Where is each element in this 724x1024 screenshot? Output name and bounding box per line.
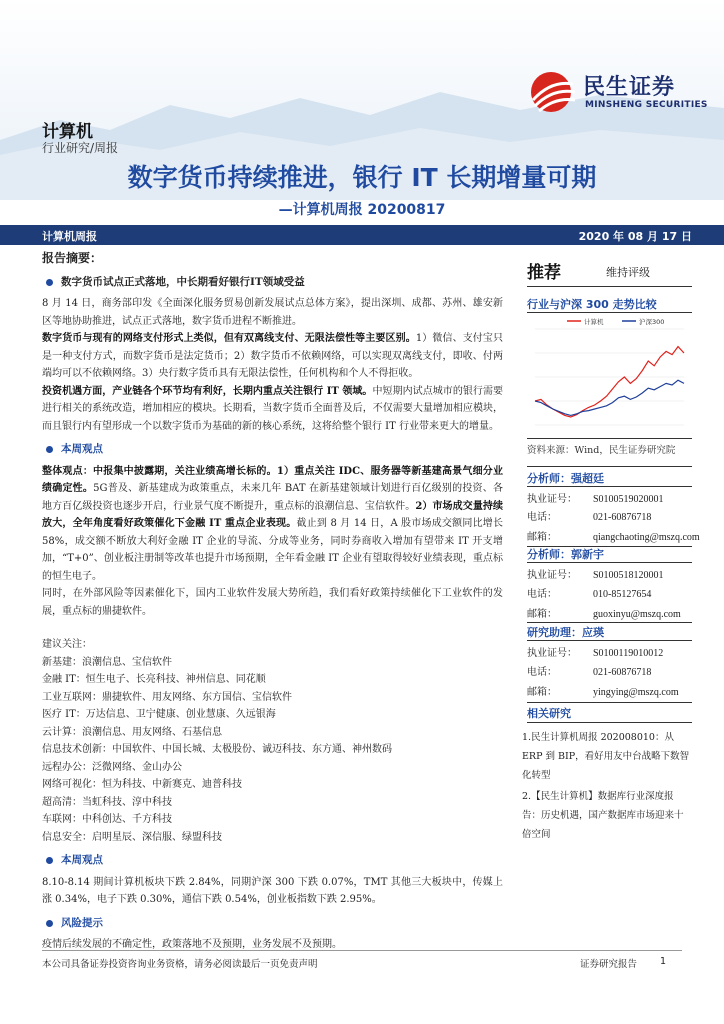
logo-text-en: MINSHENG SECURITIES: [585, 100, 708, 110]
email-link[interactable]: yingying@mszq.com: [593, 687, 679, 698]
report-kind: 行业研究/周报: [42, 141, 119, 155]
chart-lines: [535, 347, 684, 417]
series-line-industry: [535, 347, 684, 417]
report-subtitle: —计算机周报 20200817: [278, 202, 446, 218]
analyst-email: [527, 605, 681, 620]
report-title: 数字货币持续推进，银行 IT 长期增量可期: [127, 163, 597, 192]
paragraph: [42, 463, 503, 586]
field-key: 电话：: [527, 667, 557, 678]
paragraph: [42, 330, 503, 383]
paragraph: 8.10-8.14 期间计算机板块下跌 2.84%，同期沪深 300 下跌 0.07%，TMT 其他三大板块中，传媒上涨 0.34%，电子下跌 0.30%，通信下跌 0.54%，创业板指数下跌 2.95%。: [42, 876, 503, 905]
suggestion-item: 新基建：浪潮信息、宝信软件: [42, 656, 172, 668]
field-value: S0100518120001: [593, 570, 664, 581]
highlight-heading: [42, 274, 503, 292]
suggestion-item: 车联网：中科创达、千方科技: [42, 814, 172, 825]
highlight-heading-text: 数字货币试点正式落地，中长期看好银行IT领域受益: [61, 275, 305, 288]
paragraph-text: 截止到 8 月 14 日，A 股市场成交额同比增长 58%，成交额不断放大利好金融 IT 企业的导流、分成等业务，同时券商收入增加有望带来 IT 开支增加，“T+0”、创业板注册制等改革也提升市场预期，全年看金融 IT 企业有望取得较好业绩表现，重点标的恒生电子。: [42, 518, 503, 582]
divider: [527, 486, 692, 487]
divider: [527, 466, 692, 467]
paragraph-bold: 2）市场成交量持续放大，全年角度看好政策催化下金融 IT 重点企业表现。: [42, 500, 504, 529]
field-key: 邮箱：: [527, 609, 557, 620]
paragraph-text: 1）微信、支付宝只是一种支付方式，而数字货币是法定货币；2）数字货币不依赖网络，可以实现双离线支付，即收、付两端均可以不依赖网络。3）央行数字货币具有无限法偿性，任何机构和个人不得拒收。: [42, 333, 503, 379]
paragraph-bold: 数字货币与现有的网络支付形式上类似，但有双离线支付、无限法偿性等主要区别。: [42, 333, 416, 344]
chart-source: 资料来源：Wind，民生证券研究院: [527, 445, 676, 456]
suggestion-item: 超高清：当虹科技、淳中科技: [42, 796, 172, 808]
divider: [527, 286, 692, 287]
related-title: 相关研究: [527, 707, 571, 720]
field-key: 执业证号：: [527, 648, 577, 659]
assistant-phone: [527, 663, 651, 678]
paragraph-bold: 投资机遇方面，产业链各个环节均有利好，长期内重点关注银行 IT 领域。: [42, 385, 373, 397]
field-value: 010-85127654: [593, 589, 652, 600]
chart-legend: [567, 317, 664, 326]
section-heading: [42, 852, 503, 870]
section-heading: [42, 441, 503, 459]
analyst-phone: [527, 508, 651, 523]
bullet-icon: [46, 446, 53, 453]
field-value: 021-60876718: [593, 512, 652, 523]
sector-name: 计算机: [42, 122, 93, 142]
assistant-cert: [527, 644, 663, 659]
field-value: S0100519020001: [593, 494, 664, 505]
page-number: 1: [660, 956, 667, 967]
divider: [527, 622, 692, 623]
email-link[interactable]: qiangchaoting@mszq.com: [593, 532, 700, 543]
bullet-icon: [46, 857, 53, 864]
email-link[interactable]: guoxinyu@mszq.com: [593, 609, 681, 620]
paragraph: [42, 383, 503, 436]
suggestion-item: 工业互联网：鼎捷软件、用友网络、东方国信、宝信软件: [42, 691, 292, 703]
related-item[interactable]: 2.【民生计算机】数据库行业深度报告：历史机遇，国产数据库市场迎来十倍空间: [522, 791, 684, 840]
suggestion-list: [42, 636, 503, 846]
section-heading-text: 本周观点: [61, 854, 103, 866]
suggestion-item: 医疗 IT：万达信息、卫宁健康、创业慧康、久远银海: [42, 709, 276, 720]
divider: [527, 562, 692, 563]
footer-disclaimer: 本公司具备证券投资咨询业务资格，请务必阅读最后一页免责声明: [42, 959, 318, 970]
suggestion-item: 金融 IT：恒生电子、长亮科技、神州信息、同花顺: [42, 674, 266, 685]
field-key: 执业证号：: [527, 494, 577, 505]
suggestion-item: 信息技术创新：中国软件、中国长城、太极股份、诚迈科技、东方通、神州数码: [42, 744, 392, 755]
header-bar-label: 计算机周报: [42, 230, 97, 243]
field-key: 电话：: [527, 512, 557, 523]
analyst-cert: [527, 490, 664, 505]
suggestion-item: 网络可视化：恒为科技、中新赛克、迪普科技: [42, 779, 242, 790]
rating: 推荐: [527, 263, 561, 283]
field-value: 021-60876718: [593, 667, 652, 678]
legend-label: 计算机: [584, 318, 604, 326]
legend-label: 沪深300: [639, 318, 665, 326]
paragraph: 同时，在外部风险等因素催化下，国内工业软件发展大势所趋，我们看好政策持续催化下工业软件的发展，重点标的鼎捷软件。: [42, 588, 503, 617]
analyst-cert: [527, 566, 664, 581]
analyst-email: [527, 528, 700, 543]
analyst-title: 分析师：郭新宇: [527, 548, 604, 561]
analyst-phone: [527, 585, 651, 600]
section-heading: [42, 915, 503, 933]
paragraph-bold: 整体观点：中报集中披露期，关注业绩高增长标的。1）重点关注 IDC、服务器等新基建高景气细分业绩确定性。: [42, 465, 503, 494]
chart-title: 行业与沪深 300 走势比较: [527, 298, 657, 311]
suggestion-item: 信息安全：启明星辰、深信服、绿盟科技: [42, 831, 222, 843]
assistant-email: [527, 683, 679, 698]
paragraph: 8 月 14 日，商务部印发《全面深化服务贸易创新发展试点总体方案》，提出深圳、成都、苏州、雄安新区等地协助推进，试点正式落地，数字货币进程不断推进。: [42, 298, 503, 327]
field-key: 执业证号：: [527, 570, 577, 581]
divider: [527, 722, 692, 723]
related-list: [522, 728, 690, 846]
analyst-title: 分析师：强超廷: [527, 472, 604, 485]
footer-label: 证券研究报告: [580, 959, 638, 970]
divider: [527, 640, 692, 641]
divider: [527, 438, 692, 439]
field-key: 邮箱：: [527, 687, 557, 698]
paragraph-text: 5G普及、新基建成为政策重点，未来几年 BAT 在新基建领域计划进行百亿级别的投资、各地方百亿级投资也逐步开启，行业景气度不断提升，重点标的浪潮信息、宝信软件。: [42, 483, 504, 512]
main-content: [42, 250, 503, 954]
related-item[interactable]: 1.民生计算机周报 202008010：从 ERP 到 BIP，看好用友中台战略下数智化转型: [522, 732, 690, 781]
suggestion-title: 建议关注：: [42, 639, 92, 650]
field-value: S0100119010012: [593, 648, 664, 659]
suggestion-item: 远程办公：泛微网络、金山办公: [42, 761, 182, 773]
rating-sub: 维持评级: [606, 266, 650, 279]
divider: [527, 702, 692, 703]
section-heading-text: 风险提示: [61, 916, 103, 929]
bullet-icon: [46, 920, 53, 927]
trend-chart: [527, 315, 692, 435]
assistant-title: 研究助理：应瑛: [527, 626, 604, 639]
report-date: 2020 年 08 月 17 日: [578, 230, 692, 243]
section-heading-text: 本周观点: [61, 443, 103, 455]
suggestion-item: 云计算：浪潮信息、用友网络、石基信息: [42, 726, 222, 738]
summary-heading: 报告摘要：: [42, 251, 103, 265]
series-line-hs300: [535, 380, 684, 415]
bullet-icon: [46, 279, 53, 286]
field-key: 电话：: [527, 589, 557, 600]
paragraph: 疫情后续发展的不确定性，政策落地不及预期，业务发展不及预期。: [42, 939, 342, 950]
logo-text-cn: 民生证券: [583, 75, 676, 100]
minsheng-logo-icon: [527, 70, 579, 114]
divider: [527, 312, 692, 313]
footer-divider: [42, 950, 682, 951]
field-key: 邮箱：: [527, 532, 557, 543]
paragraph-text: 中短期内试点城市的银行需要进行相关的系统改造，增加相应的模块。长期看，当数字货币全面普及后，不仅需要大量增加相应模块，而且银行内有望形成一个以数字货币为基础的新的核心系统，这将给整个银行 IT 行业带来更大的增量。: [42, 385, 503, 432]
